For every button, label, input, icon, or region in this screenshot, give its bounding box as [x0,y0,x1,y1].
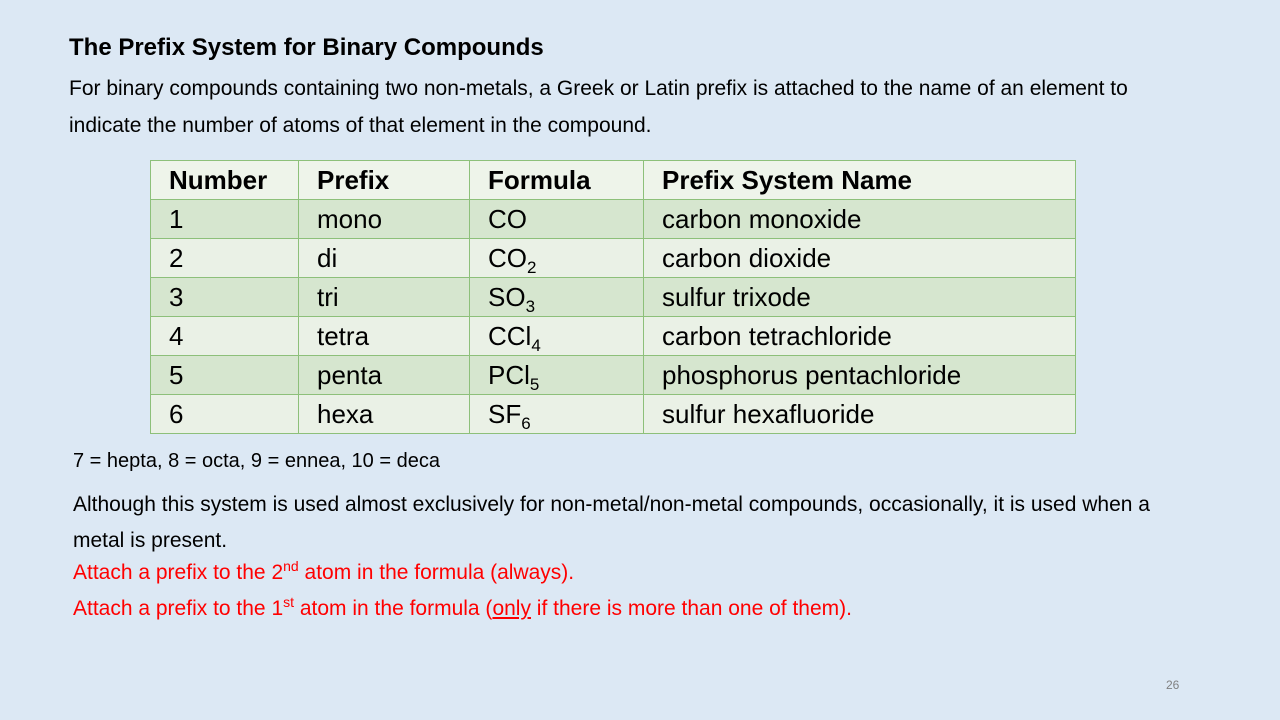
row-prefix: hexa [299,395,470,434]
row-formula [470,278,644,317]
table-row [151,356,1076,395]
rule-second-atom [73,558,575,585]
row-name: phosphorus pentachloride [644,356,1076,395]
formula-base: SF [488,398,522,429]
row-formula [470,317,644,356]
header-number: Number [151,161,299,200]
table-row [151,395,1076,434]
rule1-before: Attach a prefix to the 2 [73,561,284,584]
formula-base: CO [488,203,527,234]
row-number: 6 [151,395,299,434]
rule2-after: if there is more than one of them). [530,597,852,620]
table-row [151,278,1076,317]
header-prefix: Prefix [299,161,470,200]
rule1-superscript: nd [283,558,299,574]
formula-subscript: 2 [527,257,537,277]
row-number: 5 [151,356,299,395]
formula-base: PCl [488,359,530,390]
row-number: 4 [151,317,299,356]
page-number: 26 [1166,678,1180,692]
table-header-row [151,161,1076,200]
formula-subscript: 4 [531,335,541,355]
formula-subscript: 3 [525,296,536,316]
row-formula [470,200,644,239]
header-prefix-system-name: Prefix System Name [644,161,1076,200]
row-name: carbon dioxide [644,239,1076,278]
header-formula: Formula [470,161,644,200]
rule2-middle: atom in the formula ( [294,597,493,620]
formula-base: CO [488,242,527,273]
usage-paragraph: Although this system is used almost exclusively for non-metal/non-metal compounds, occasionally, it is used when a metal is present. [73,493,1150,552]
row-prefix: tri [299,278,470,317]
row-prefix: penta [299,356,470,395]
row-prefix: tetra [299,317,470,356]
row-number: 2 [151,239,299,278]
extra-prefixes-text: 7 = hepta, 8 = octa, 9 = ennea, 10 = deca [73,450,440,472]
rule2-before: Attach a prefix to the 1 [73,597,284,620]
row-formula [470,239,644,278]
row-prefix: mono [299,200,470,239]
table-row [151,239,1076,278]
row-number: 3 [151,278,299,317]
slide-title: The Prefix System for Binary Compounds [69,34,544,61]
rule2-underlined-word: only [492,597,531,620]
row-name: sulfur hexafluoride [644,395,1076,434]
row-name: sulfur trixode [644,278,1076,317]
formula-base: SO [488,281,526,312]
row-formula [470,395,644,434]
table-row [151,317,1076,356]
table-row [151,200,1076,239]
rule1-after: atom in the formula (always). [298,561,575,584]
rule2-superscript: st [283,594,295,610]
intro-text: For binary compounds containing two non-metals, a Greek or Latin prefix is attached to the name of an element to indicate the number of atoms of that element in the compound. [69,77,1128,137]
formula-base: CCl [488,320,532,351]
row-name: carbon tetrachloride [644,317,1076,356]
formula-subscript: 5 [529,374,540,394]
row-number: 1 [151,200,299,239]
prefix-table [150,160,1076,434]
row-formula [470,356,644,395]
row-name: carbon monoxide [644,200,1076,239]
rule-first-atom [73,594,852,621]
row-prefix: di [299,239,470,278]
formula-subscript: 6 [521,413,531,433]
